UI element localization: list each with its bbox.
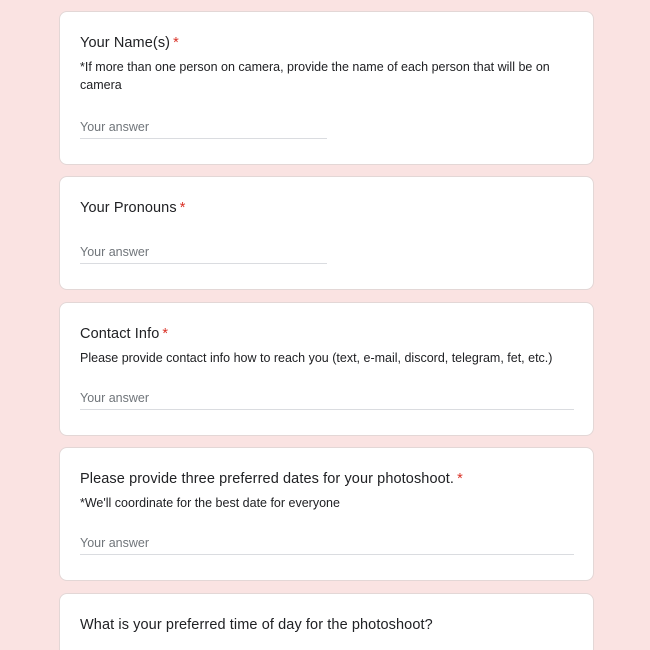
question-title [80, 616, 573, 634]
answer-field-container [80, 120, 327, 139]
contact-info-answer-input[interactable] [80, 391, 574, 405]
question-title [80, 325, 573, 343]
preferred-dates-answer-input[interactable] [80, 536, 574, 550]
question-description: Please provide contact info how to reach you (text, e-mail, discord, telegram, fet, etc.) [80, 351, 553, 365]
question-description: *We'll coordinate for the best date for everyone [80, 496, 340, 510]
question-title-text: What is your preferred time of day for the photoshoot? [80, 617, 433, 633]
name-answer-input[interactable] [80, 120, 327, 134]
question-title-text: Your Name(s) [80, 35, 171, 51]
question-card-time-of-day [59, 593, 594, 650]
question-description: *If more than one person on camera, provide the name of each person that will be on camera [80, 60, 550, 92]
question-title-text: Contact Info [80, 326, 160, 342]
question-card-name [59, 11, 594, 165]
question-card-preferred-dates [59, 447, 594, 581]
question-title [80, 470, 573, 488]
question-title [80, 199, 573, 217]
question-title-text: Please provide three preferred dates for your photoshoot. [80, 471, 455, 487]
question-card-contact-info [59, 302, 594, 436]
question-card-pronouns [59, 176, 594, 290]
required-asterisk: * [162, 326, 169, 342]
question-title-text: Your Pronouns [80, 200, 177, 216]
answer-field-container [80, 391, 574, 410]
answer-field-container [80, 245, 327, 264]
required-asterisk: * [179, 200, 186, 216]
required-asterisk: * [457, 471, 463, 487]
answer-field-container [80, 536, 574, 555]
question-title [80, 34, 573, 52]
pronouns-answer-input[interactable] [80, 245, 327, 259]
required-asterisk: * [173, 35, 179, 51]
